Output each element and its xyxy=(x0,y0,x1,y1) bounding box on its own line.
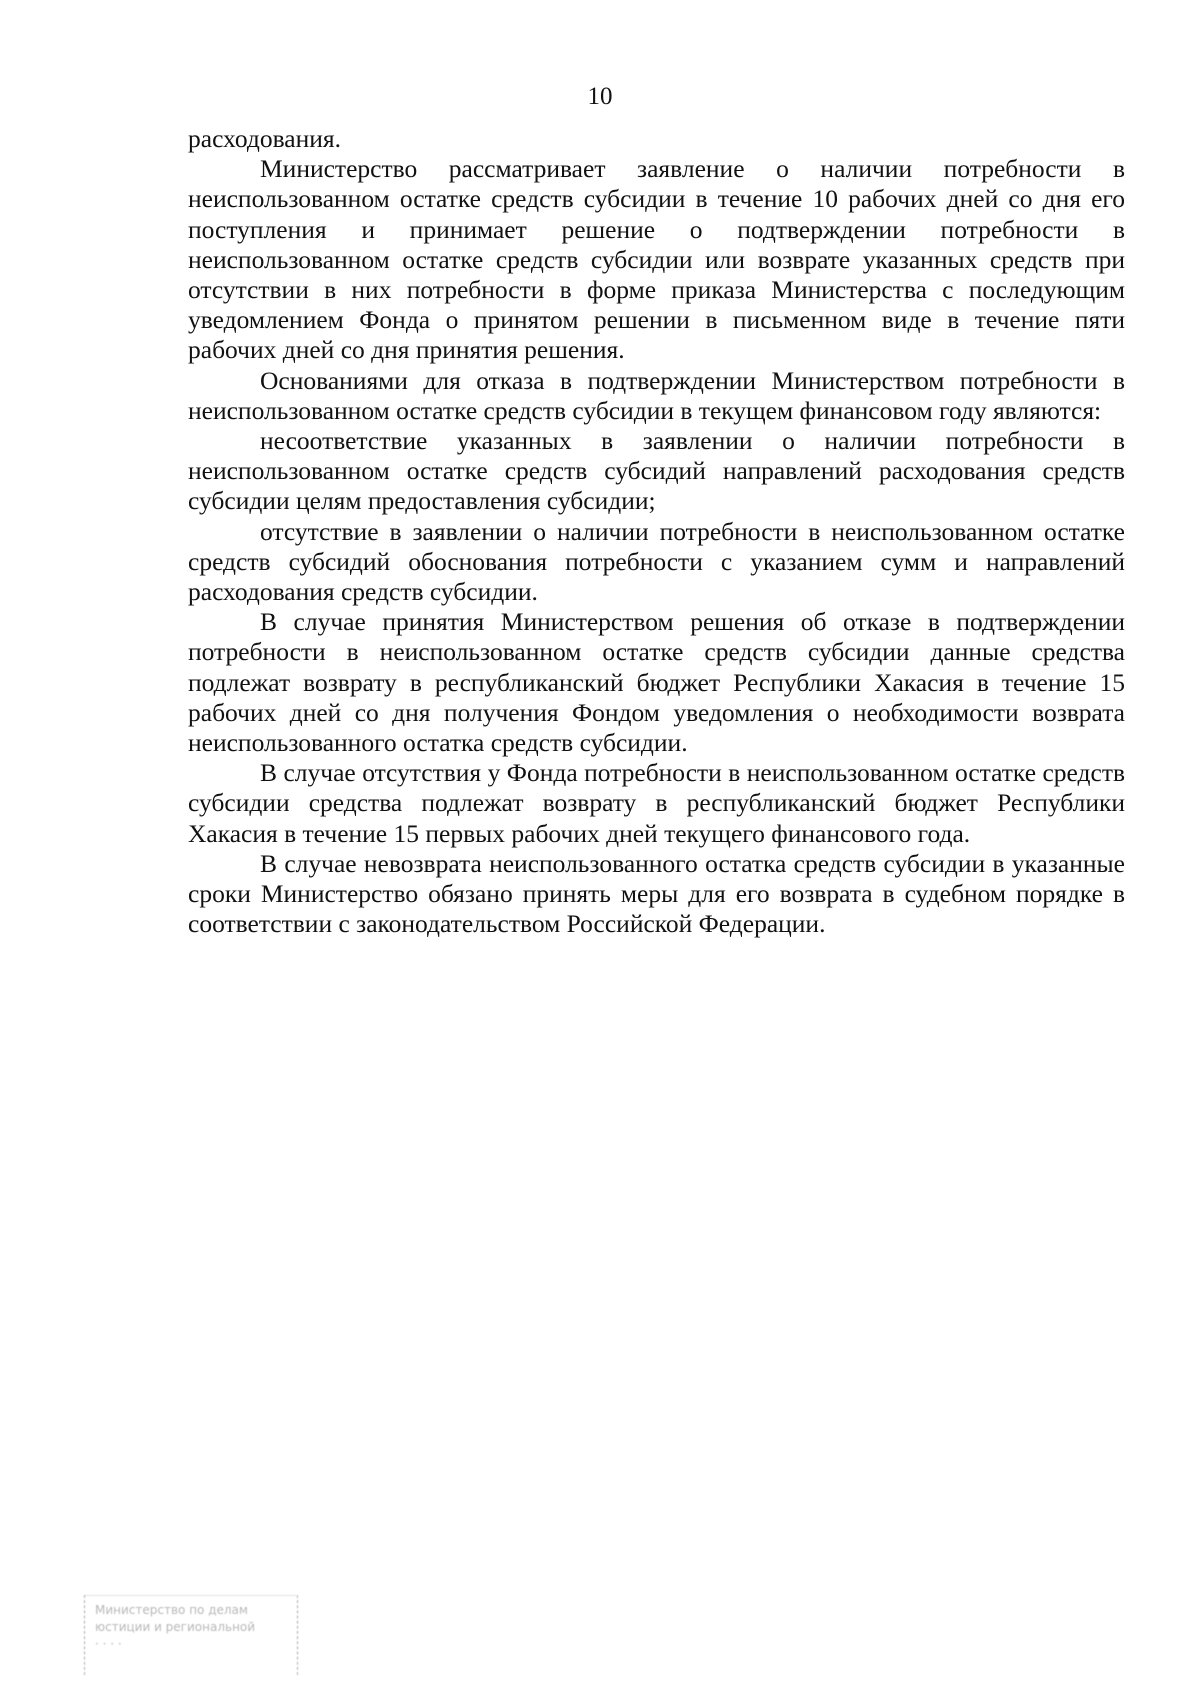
stamp-line: · · · · xyxy=(95,1637,122,1651)
stamp-line: Министерство по делам xyxy=(95,1603,248,1617)
registration-stamp xyxy=(84,1595,298,1675)
paragraph-no-need-return: В случае отсутствия у Фонда потребности в неиспользованном остатке средств субсидии средства подлежат возврату в республиканский бюджет Республики Хакасия в течение 15 первых рабочих дней текущего финансового года. xyxy=(188,758,1125,848)
paragraph-refusal-grounds: Основаниями для отказа в подтверждении Министерством потребности в неиспользованном остатке средств субсидии в текущем финансовом году являются: xyxy=(188,365,1125,425)
page-number: 10 xyxy=(587,83,613,110)
document-body xyxy=(188,124,1125,939)
paragraph-refusal-return: В случае принятия Министерством решения об отказе в подтверждении потребности в неиспользованном остатке средств субсидии данные средства подлежат возврату в республиканский бюджет Республики Хакасия в течение 15 рабочих дней со дня получения Фондом уведомления о необходимости возврата неиспользованного остатка средств субсидии. xyxy=(188,607,1125,758)
paragraph-ground-mismatch: несоответствие указанных в заявлении о наличии потребности в неиспользованном остатке средств субсидий направлений расходования средств субсидии целям предоставления субсидии; xyxy=(188,426,1125,516)
paragraph-continuation: расходования. xyxy=(188,124,341,153)
stamp-line: юстиции и региональной xyxy=(95,1620,256,1634)
paragraph-court-recovery: В случае невозврата неиспользованного остатка средств субсидии в указанные сроки Министерство обязано принять меры для его возврата в судебном порядке в соответствии с законодательством Российской Федерации. xyxy=(188,848,1125,939)
paragraph-ground-no-justification: отсутствие в заявлении о наличии потребности в неиспользованном остатке средств субсидий обоснования потребности с указанием сумм и направлений расходования средств субсидии. xyxy=(188,516,1125,607)
paragraph-ministry-review: Министерство рассматривает заявление о наличии потребности в неиспользованном остатке средств субсидии в течение 10 рабочих дней со дня его поступления и принимает решение о подтверждении потребности в неиспользованном остатке средств субсидии или возврате указанных средств при отсутствии в них потребности в форме приказа Министерства с последующим уведомлением Фонда о принятом решении в письменном виде в течение пяти рабочих дней со дня принятия решения. xyxy=(188,154,1125,365)
